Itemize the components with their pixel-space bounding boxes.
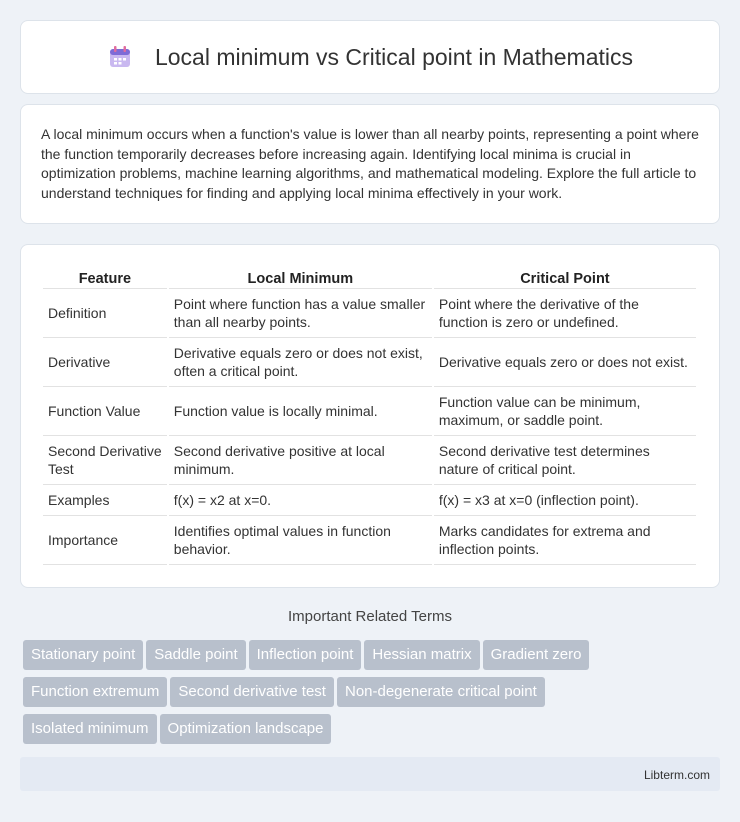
row-critical-point: Second derivative test determines nature of critical point. (434, 436, 696, 485)
row-feature: Examples (43, 485, 167, 516)
page-title: Local minimum vs Critical point in Mathematics (154, 43, 634, 70)
table-row (43, 516, 696, 565)
row-local-minimum: f(x) = x2 at x=0. (169, 485, 432, 516)
row-local-minimum: Function value is locally minimal. (169, 387, 432, 436)
table-row (43, 387, 696, 436)
related-term-tag[interactable]: Function extremum (23, 677, 167, 707)
related-term-tag[interactable]: Second derivative test (170, 677, 334, 707)
related-term-tag[interactable]: Optimization landscape (160, 714, 332, 744)
intro-text: A local minimum occurs when a function's value is lower than all nearby points, representing a point where the function temporarily decreases before increasing again. Identifying local minima is crucial in optimization problems, machine learning algorithms, and mathematical modeling. Explore the full article to understand techniques for finding and applying local minima effectively in your work. (41, 126, 699, 201)
related-term-tag[interactable]: Isolated minimum (23, 714, 157, 744)
header-feature: Feature (43, 265, 167, 289)
row-feature: Definition (43, 289, 167, 338)
header-critical-point: Critical Point (434, 265, 696, 289)
related-term-tag[interactable]: Saddle point (146, 640, 245, 670)
calendar-icon (107, 44, 133, 70)
table-row (43, 338, 696, 387)
related-term-tag[interactable]: Inflection point (249, 640, 362, 670)
row-feature: Derivative (43, 338, 167, 387)
comparison-table (41, 265, 698, 565)
row-critical-point: Point where the derivative of the function is zero or undefined. (434, 289, 696, 338)
related-term-tag[interactable]: Non-degenerate critical point (337, 677, 545, 707)
footer (20, 757, 720, 791)
row-local-minimum: Second derivative positive at local minimum. (169, 436, 432, 485)
row-feature: Importance (43, 516, 167, 565)
related-terms-list (23, 640, 723, 751)
row-local-minimum: Identifies optimal values in function behavior. (169, 516, 432, 565)
row-feature: Second Derivative Test (43, 436, 167, 485)
footer-site-link[interactable]: Libterm.com (643, 768, 710, 782)
related-terms-title: Important Related Terms (288, 608, 452, 625)
row-critical-point: Derivative equals zero or does not exist. (434, 338, 696, 387)
row-critical-point: Function value can be minimum, maximum, or saddle point. (434, 387, 696, 436)
title-card (20, 20, 720, 94)
row-critical-point: Marks candidates for extrema and inflection points. (434, 516, 696, 565)
header-local-minimum: Local Minimum (169, 265, 432, 289)
intro-card (20, 104, 720, 224)
related-term-tag[interactable]: Hessian matrix (364, 640, 479, 670)
row-local-minimum: Derivative equals zero or does not exist, often a critical point. (169, 338, 432, 387)
table-row (43, 289, 696, 338)
row-critical-point: f(x) = x3 at x=0 (inflection point). (434, 485, 696, 516)
related-term-tag[interactable]: Stationary point (23, 640, 143, 670)
related-term-tag[interactable]: Gradient zero (483, 640, 590, 670)
table-row (43, 485, 696, 516)
table-header-row (43, 265, 696, 289)
comparison-table-card (20, 244, 720, 588)
table-row (43, 436, 696, 485)
row-local-minimum: Point where function has a value smaller than all nearby points. (169, 289, 432, 338)
row-feature: Function Value (43, 387, 167, 436)
